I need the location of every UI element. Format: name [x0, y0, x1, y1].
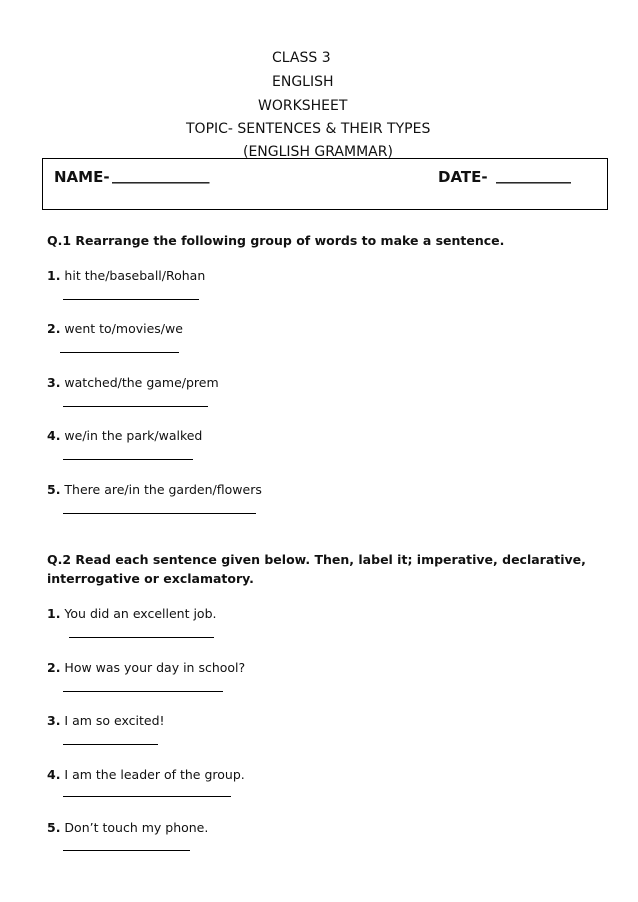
- item-number: 1.: [47, 606, 61, 621]
- item-text: Don’t touch my phone.: [60, 820, 209, 835]
- item-text: How was your day in school?: [60, 660, 246, 675]
- subject-heading: ENGLISH: [272, 74, 334, 90]
- item-number: 3.: [47, 713, 61, 728]
- answer-line[interactable]: [69, 637, 214, 638]
- q2-item-3: [47, 713, 165, 728]
- item-number: 2.: [47, 660, 61, 675]
- q1-item-1: [47, 268, 205, 283]
- answer-line[interactable]: [63, 299, 199, 300]
- answer-line[interactable]: [60, 352, 179, 353]
- item-number: 5.: [47, 820, 61, 835]
- item-text: hit the/baseball/Rohan: [60, 268, 206, 283]
- q1-item-4: [47, 428, 202, 443]
- grammar-heading: (ENGLISH GRAMMAR): [243, 144, 393, 160]
- answer-line[interactable]: [63, 796, 231, 797]
- answer-line[interactable]: [63, 850, 190, 851]
- name-label: NAME-: [54, 168, 110, 186]
- answer-line[interactable]: [63, 406, 208, 407]
- q2-item-4: [47, 767, 245, 782]
- item-number: 4.: [47, 428, 61, 443]
- q1-item-2: [47, 321, 183, 336]
- q2-prompt-line-1: Q.2 Read each sentence given below. Then, label it; imperative, declarative,: [47, 552, 586, 567]
- q2-prompt-line-2: interrogative or exclamatory.: [47, 571, 254, 586]
- q2-item-2: [47, 660, 245, 675]
- topic-heading: TOPIC- SENTENCES & THEIR TYPES: [186, 121, 431, 137]
- item-text: went to/movies/we: [60, 321, 183, 336]
- answer-line[interactable]: [63, 744, 158, 745]
- item-text: we/in the park/walked: [60, 428, 203, 443]
- item-number: 5.: [47, 482, 61, 497]
- q1-item-5: [47, 482, 262, 497]
- item-text: There are/in the garden/flowers: [60, 482, 262, 497]
- date-label: DATE-: [438, 168, 488, 186]
- item-text: I am the leader of the group.: [60, 767, 245, 782]
- class-heading: CLASS 3: [272, 50, 331, 66]
- name-field[interactable]: _____________: [112, 166, 210, 184]
- item-number: 2.: [47, 321, 61, 336]
- q2-item-1: [47, 606, 217, 621]
- item-text: I am so excited!: [60, 713, 165, 728]
- item-number: 3.: [47, 375, 61, 390]
- date-field[interactable]: __________: [496, 166, 571, 184]
- q1-item-3: [47, 375, 219, 390]
- item-number: 4.: [47, 767, 61, 782]
- answer-line[interactable]: [63, 513, 256, 514]
- item-text: You did an excellent job.: [60, 606, 217, 621]
- item-number: 1.: [47, 268, 61, 283]
- answer-line[interactable]: [63, 691, 223, 692]
- q2-item-5: [47, 820, 208, 835]
- item-text: watched/the game/prem: [60, 375, 219, 390]
- q1-prompt: Q.1 Rearrange the following group of words to make a sentence.: [47, 233, 505, 248]
- answer-line[interactable]: [63, 459, 193, 460]
- worksheet-heading: WORKSHEET: [258, 98, 348, 114]
